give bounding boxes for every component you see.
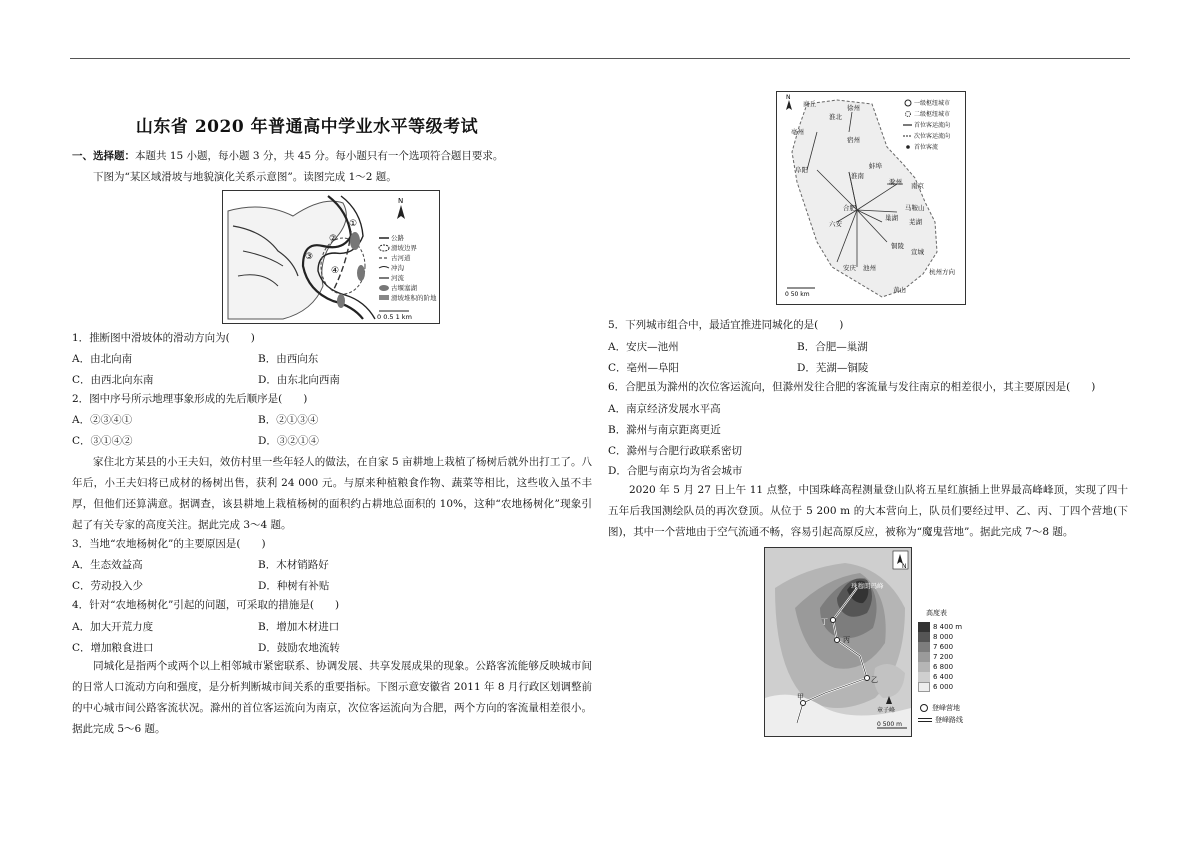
city-anqing: 安庆 [843, 264, 856, 272]
passage-city-integration: 同城化是指两个或两个以上相邻城市紧密联系、协调发展、共享发展成果的现象。公路客流能够反映城市间的日常人口流动方向和强度，是分析判断城市间关系的重要指标。下图示意安徽省 2011 年 8 月行政区划调整前的中心城市间公路客流状况。滁州的首位客运流向为南京，次位客运流向为合肥，两个方向的客流量相差很小。据此完成 5～6 题。 [72, 660, 592, 735]
everest-topo-map [764, 547, 912, 737]
q5-option-c[interactable]: C．亳州—阜阳 [608, 362, 680, 374]
marker-4: ④ [331, 266, 340, 276]
svg-text:N: N [786, 94, 791, 101]
city-hangzhou-direction: 杭州方向 [929, 268, 955, 276]
city-huainan: 淮南 [851, 172, 864, 180]
route-legend-icon [918, 718, 932, 722]
header-rule [70, 58, 1130, 59]
city-bengbu: 蚌埠 [869, 162, 882, 170]
zhangzi-peak: 章子峰 [877, 707, 896, 714]
legend-landslide-boundary: 滑坡边界 [391, 244, 417, 252]
city-bozhou: 亳州 [791, 128, 804, 136]
q2-option-d[interactable]: D．③②①④ [258, 435, 319, 447]
legend-tier1-city: 一级枢纽城市 [914, 100, 951, 107]
q6-option-c[interactable]: C．滁州与合肥行政联系密切 [608, 445, 743, 457]
legend-primary-passenger: 首位客流 [914, 144, 939, 151]
q1-option-a[interactable]: A．由北向南 [72, 353, 133, 365]
camp-yi: 乙 [871, 676, 878, 684]
question-5-stem: 5．下列城市组合中，最适宜推进同城化的是( ) [608, 319, 844, 331]
map3-scale: 0 500 m [877, 721, 902, 728]
city-xuancheng: 宣城 [911, 248, 924, 256]
legend-road: 公路 [391, 234, 404, 242]
city-wuhu: 芜湖 [909, 218, 922, 226]
q6-option-d[interactable]: D．合肥与南京均为省会城市 [608, 465, 743, 477]
city-luan: 六安 [829, 220, 842, 228]
question-2-stem: 2．图中序号所示地理事象形成的先后顺序是( ) [72, 393, 308, 405]
city-maanshan: 马鞍山 [905, 204, 925, 212]
legend-tier2-city: 二级枢纽城市 [914, 111, 951, 118]
q5-option-b[interactable]: B．合肥—巢湖 [797, 341, 868, 353]
anhui-passenger-flow-map [776, 91, 966, 305]
north-arrow-icon [397, 197, 405, 219]
camp-bing: 丙 [843, 636, 850, 644]
q1-option-c[interactable]: C．由西北向东南 [72, 374, 154, 386]
q5-option-a[interactable]: A．安庆—池州 [608, 341, 679, 353]
city-huaibei: 淮北 [829, 113, 842, 121]
passage-farmland-poplar: 家住北方某县的小王夫妇，效仿村里一些年轻人的做法，在自家 5 亩耕地上栽植了杨树后就外出打工了。八年后，小王夫妇将已成材的杨树出售，获利 24 000 元。与原来种植粮食作物、蔬菜等相比，这些收入虽不丰厚，但他们还算满意。据调查，该县耕地上栽植杨树的面积约占耕地总面积的 10%，这种“农地杨树化”现象引起了有关专家的高度关注。据此完成 3～4 题。 [72, 456, 592, 531]
legend-terrace: 滑坡堆积的阶地 [391, 294, 437, 302]
page-title: 山东省 2020 年普通高中学业水平等级考试 [135, 117, 479, 137]
city-shangqiu: 商丘 [803, 100, 816, 108]
legend-dammed-lake: 古堰塞湖 [391, 284, 417, 292]
legend-secondary-flow: 次位客运流向 [914, 133, 951, 140]
map1-scale: 0 0.5 1 km [377, 313, 412, 321]
q4-option-a[interactable]: A．加大开荒力度 [72, 621, 154, 633]
elevation-legend-title: 高度表 [926, 609, 947, 617]
legend-gully: 冲沟 [391, 264, 404, 272]
q6-option-a[interactable]: A．南京经济发展水平高 [608, 403, 721, 415]
question-3-stem: 3．当地“农地杨树化”的主要原因是( ) [72, 538, 266, 550]
marker-1: ① [349, 219, 358, 229]
q4-option-d[interactable]: D．鼓励农地流转 [258, 642, 340, 654]
q5-option-d[interactable]: D．芜湖—铜陵 [797, 362, 869, 374]
city-chizhou: 池州 [863, 264, 876, 272]
landslide-map [222, 190, 440, 324]
elevation-legend: 高度表 8 400 m 8 000 7 600 7 200 6 800 6 400 6 000 登峰营地 登峰路线 [918, 608, 978, 726]
question-1-stem: 1．推断图中滑坡体的滑动方向为( ) [72, 332, 255, 344]
svg-text:N: N [902, 563, 907, 570]
marker-3: ③ [305, 252, 314, 262]
city-huangshan: 黄山 [893, 286, 906, 294]
q4-option-b[interactable]: B．增加木材进口 [258, 621, 340, 633]
map2-scale: 0 50 km [785, 291, 810, 298]
q2-option-a[interactable]: A．②③④① [72, 414, 133, 426]
north-arrow-icon [893, 551, 908, 570]
q3-option-c[interactable]: C．劳动投入少 [72, 580, 144, 592]
q1-option-b[interactable]: B．由西向东 [258, 353, 319, 365]
svg-text:N: N [398, 197, 404, 205]
legend-primary-flow: 首位客运流向 [914, 122, 951, 129]
q3-option-a[interactable]: A．生态效益高 [72, 559, 143, 571]
legend-river: 河流 [391, 274, 404, 282]
passage-everest: 2020 年 5 月 27 日上午 11 点整，中国珠峰高程测量登山队将五星红旗插上世界最高峰峰顶，实现了四十五年后我国测绘队员的再次登顶。从位于 5 200 m 的大本营向上，队员们要经过甲、乙、丙、丁四个营地(下图)，其中一个营地由于空气流通不畅，容易引起高原反应，被称为“魔鬼营地”。据此完成 7～8 题。 [608, 484, 1128, 538]
intro-1-2: 下图为“某区域滑坡与地貌演化关系示意图”。读图完成 1～2 题。 [93, 171, 397, 183]
q2-option-b[interactable]: B．②①③④ [258, 414, 319, 426]
section-heading: 一、选择题：本题共 15 小题，每小题 3 分，共 45 分。每小题只有一个选项符合题目要求。 [72, 150, 504, 162]
city-hefei: 合肥 [843, 204, 856, 212]
city-chaohu: 巢湖 [885, 214, 898, 222]
city-fuyang: 阜阳 [795, 166, 808, 174]
q1-option-d[interactable]: D．由东北向西南 [258, 374, 340, 386]
north-arrow-icon [786, 94, 792, 110]
q2-option-c[interactable]: C．③①④② [72, 435, 133, 447]
q3-option-b[interactable]: B．木材销路好 [258, 559, 329, 571]
city-nanjing: 南京 [911, 182, 924, 190]
legend-old-channel: 古河道 [391, 254, 411, 262]
city-chuzhou: 滁州 [889, 178, 902, 186]
marker-2: ② [329, 234, 338, 244]
city-xuzhou: 徐州 [847, 104, 860, 112]
q4-option-c[interactable]: C．增加粮食进口 [72, 642, 154, 654]
q3-option-d[interactable]: D．种树有补贴 [258, 580, 330, 592]
q6-option-b[interactable]: B．滁州与南京距离更近 [608, 424, 721, 436]
peak-label: 珠穆朗玛峰 [851, 582, 884, 590]
camp-jia: 甲 [797, 693, 804, 701]
question-6-stem: 6．合肥虽为滁州的次位客运流向，但滁州发往合肥的客流量与发往南京的相差很小，其主要原因是( ) [608, 381, 1096, 393]
camp-legend-icon [920, 704, 928, 712]
camp-ding: 丁 [821, 618, 828, 626]
question-4-stem: 4．针对“农地杨树化”引起的问题，可采取的措施是( ) [72, 599, 340, 611]
city-tongling: 铜陵 [891, 242, 904, 250]
city-suzhou: 宿州 [847, 136, 860, 144]
